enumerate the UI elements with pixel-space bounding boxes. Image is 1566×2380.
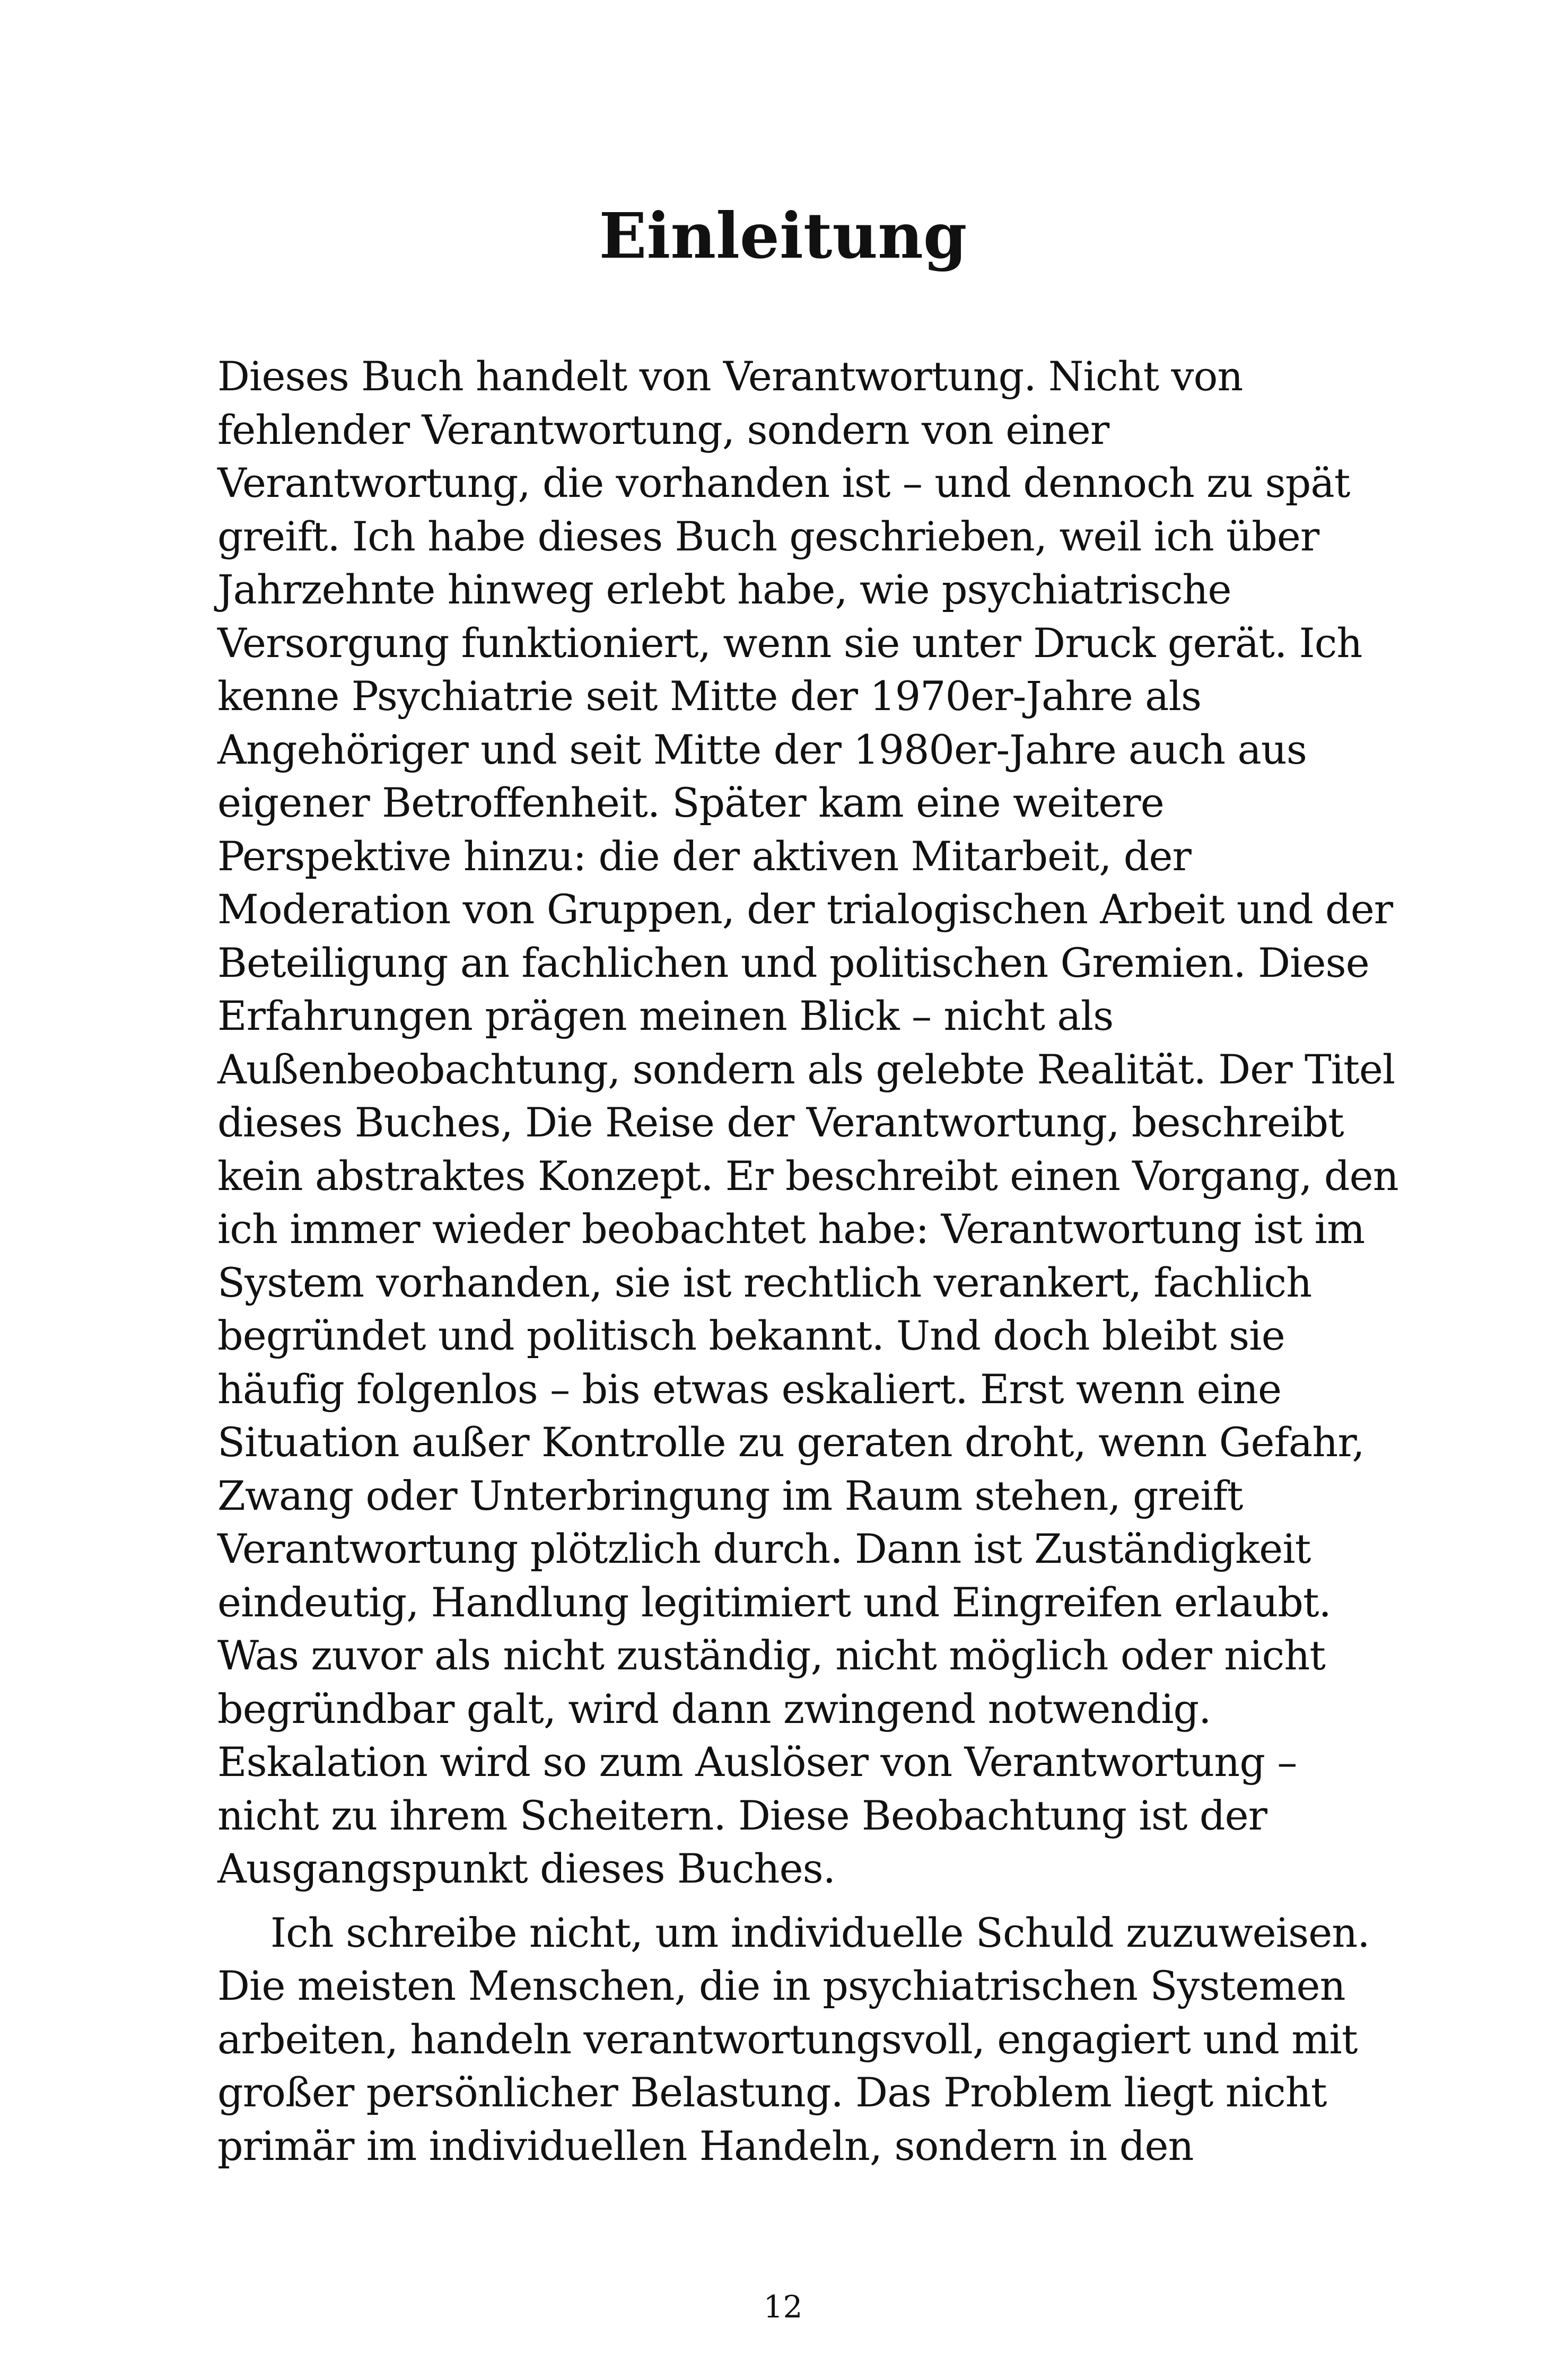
text-line: häufig folgenlos – bis etwas eskaliert. Erst wenn eine [217,1365,1282,1413]
body-text [217,350,1405,2173]
text-line: Perspektive hinzu: die der aktiven Mitarbeit, der [217,832,1191,880]
text-line: Beteiligung an fachlichen und politischen Gremien. Diese [217,939,1369,986]
text-line: Ich schreibe nicht, um individuelle Schuld zuzuweisen. [270,1909,1370,1956]
text-line: Verantwortung, die vorhanden ist – und dennoch zu spät [217,459,1350,506]
paragraph-2 [217,1906,1405,2173]
paragraph-1 [217,350,1405,1896]
text-line: arbeiten, handeln verantwortungsvoll, engagiert und mit [217,2015,1358,2063]
text-line: eigener Betroffenheit. Später kam eine weitere [217,779,1164,826]
text-line: Was zuvor als nicht zuständig, nicht möglich oder nicht [217,1632,1326,1679]
paragraph-spacer [217,1896,1405,1906]
page-number: 12 [763,2289,803,2325]
text-line: ich immer wieder beobachtet habe: Verantwortung ist im [217,1205,1365,1253]
text-line: Situation außer Kontrolle zu geraten droht, wenn Gefahr, [217,1419,1364,1466]
text-line: Jahrzehnte hinweg erlebt habe, wie psychiatrische [217,566,1231,613]
text-line: Außenbeobachtung, sondern als gelebte Realität. Der Titel [217,1045,1395,1093]
text-line: Eskalation wird so zum Auslöser von Verantwortung – [217,1738,1297,1786]
text-line: eindeutig, Handlung legitimiert und Eingreifen erlaubt. [217,1578,1331,1626]
text-line: begründet und politisch bekannt. Und doch bleibt sie [217,1312,1285,1359]
text-line: Angehöriger und seit Mitte der 1980er-Jahre auch aus [217,725,1307,773]
chapter-title: Einleitung [599,199,967,273]
text-line: Verantwortung plötzlich durch. Dann ist Zuständigkeit [217,1525,1311,1572]
text-line: greift. Ich habe dieses Buch geschrieben, weil ich über [217,512,1319,560]
text-line: nicht zu ihrem Scheitern. Diese Beobachtung ist der [217,1791,1267,1839]
text-line: kein abstraktes Konzept. Er beschreibt einen Vorgang, den [217,1152,1398,1200]
text-line: fehlender Verantwortung, sondern von einer [217,406,1109,453]
text-line: Dieses Buch handelt von Verantwortung. Nicht von [217,353,1243,400]
text-line: großer persönlicher Belastung. Das Problem liegt nicht [217,2069,1327,2116]
text-line: Zwang oder Unterbringung im Raum stehen, greift [217,1472,1243,1519]
text-line: primär im individuellen Handeln, sondern in den [217,2122,1194,2169]
text-line: Erfahrungen prägen meinen Blick – nicht als [217,992,1114,1039]
text-line: Versorgung funktioniert, wenn sie unter Druck gerät. Ich [217,619,1362,667]
text-line: System vorhanden, sie ist rechtlich verankert, fachlich [217,1258,1312,1306]
text-line: Ausgangspunkt dieses Buches. [217,1845,836,1892]
text-line: begründbar galt, wird dann zwingend notwendig. [217,1685,1211,1732]
text-line: kenne Psychiatrie seit Mitte der 1970er-Jahre als [217,672,1202,720]
text-line: dieses Buches, Die Reise der Verantwortung, beschreibt [217,1099,1344,1146]
text-line: Die meisten Menschen, die in psychiatrischen Systemen [217,1962,1345,2009]
text-line: Moderation von Gruppen, der trialogischen Arbeit und der [217,886,1393,933]
